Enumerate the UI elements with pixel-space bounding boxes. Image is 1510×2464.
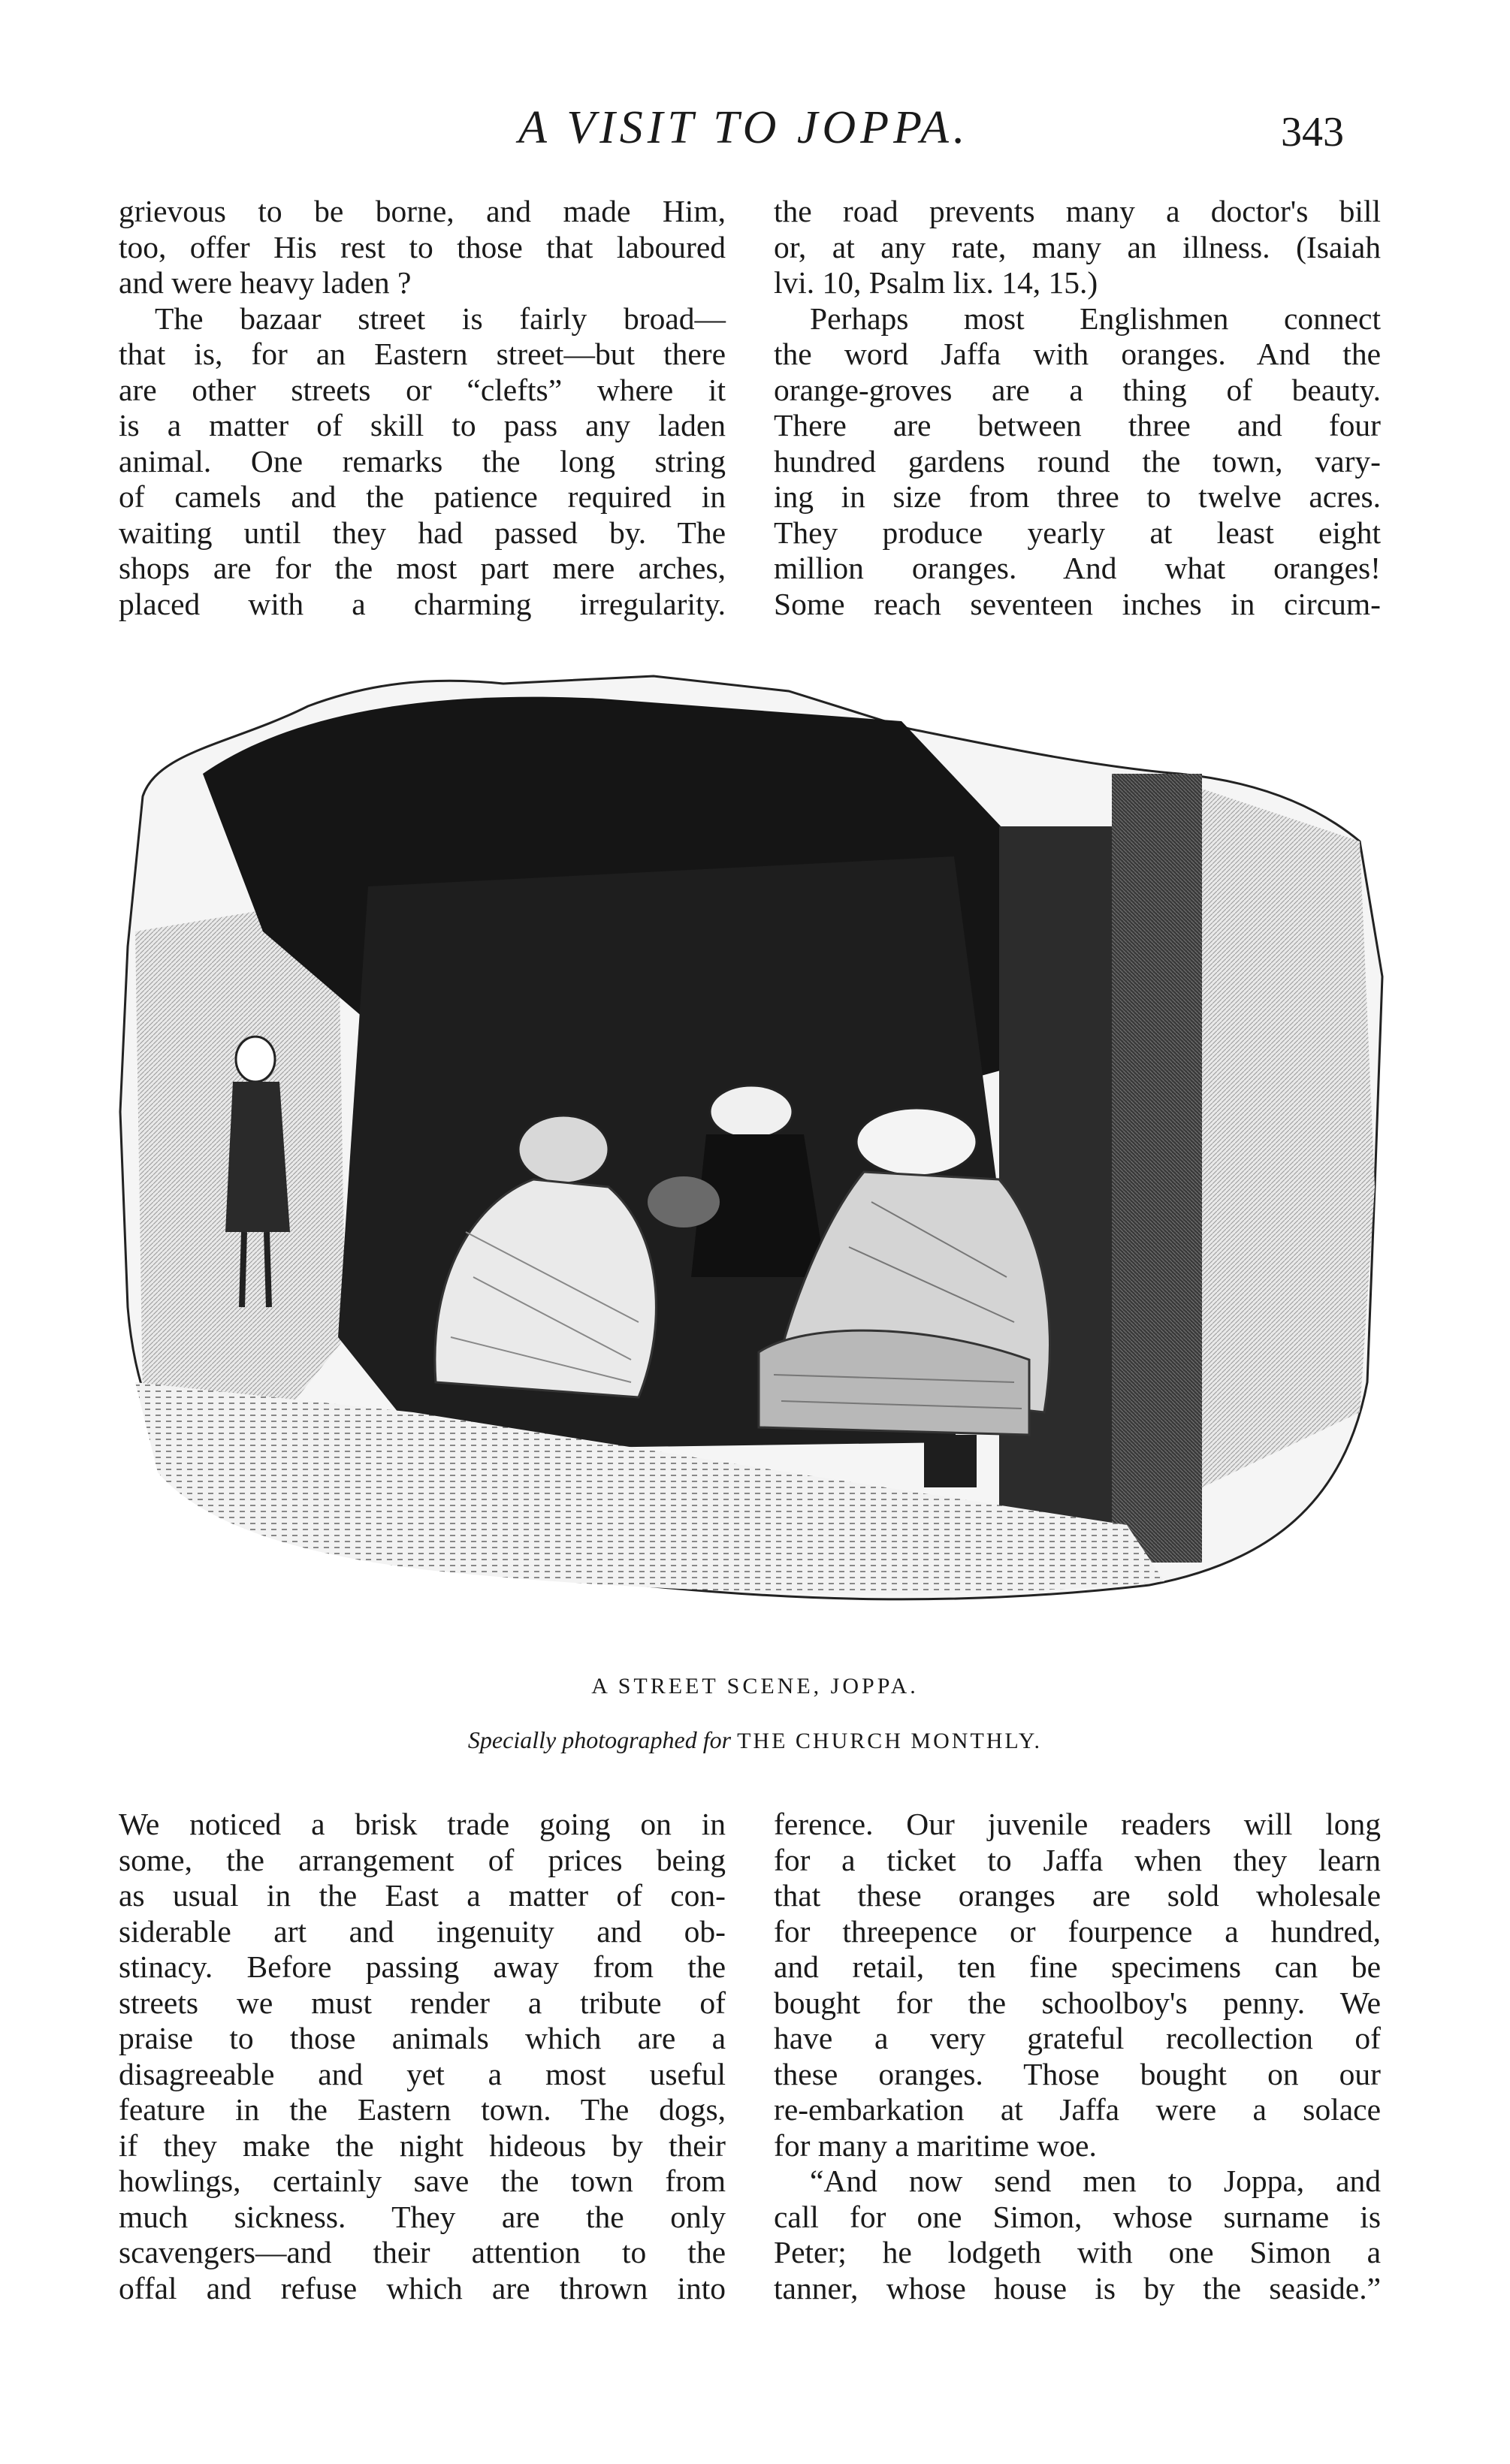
text-line: bought for the schoolboy's penny. We	[774, 1985, 1381, 2020]
text-line: placed with a charming irregularity.	[119, 586, 726, 621]
text-line: for many a maritime woe.	[774, 2127, 1097, 2163]
text-line: “And now send men to Joppa, and	[810, 2164, 1381, 2198]
text-line: scavengers—and their attention to the	[119, 2235, 726, 2269]
wooden-post	[1112, 774, 1202, 1563]
text-line: disagreeable and yet a most useful	[119, 2056, 726, 2091]
paragraph	[774, 301, 1381, 623]
text-line: The bazaar street is fairly broad—	[155, 300, 726, 336]
text-line: praise to those animals which are a	[119, 2021, 726, 2055]
text-line: re-embarkation at Jaffa were a solace	[774, 2092, 1381, 2127]
paragraph	[774, 2164, 1381, 2306]
text-line: siderable art and ingenuity and ob-	[119, 1913, 726, 1949]
text-line: tanner, whose house is by the seaside.”	[774, 2270, 1381, 2305]
text-line: offal and refuse which are thrown into	[119, 2270, 726, 2305]
text-line: feature in the Eastern town. The dogs,	[119, 2092, 726, 2127]
running-title: A VISIT TO JOPPA.	[518, 102, 970, 153]
text-line: of camels and the patience required in	[119, 479, 726, 514]
text-line: or, at any rate, many an illness. (Isaiah	[774, 229, 1381, 264]
doorway-shadow	[999, 826, 1112, 1563]
text-line: ing in size from three to twelve acres.	[774, 479, 1381, 514]
text-line: animal. One remarks the long string	[119, 443, 726, 479]
text-line: million oranges. And what oranges!	[774, 551, 1381, 585]
text-line: howlings, certainly save the town from	[119, 2164, 726, 2198]
column-bottom-right	[774, 1807, 1381, 2306]
text-line: if they make the night hideous by their	[119, 2127, 726, 2163]
text-line: and were heavy laden ?	[119, 265, 412, 300]
text-line: is a matter of skill to pass any laden	[119, 408, 726, 442]
text-line: that these oranges are sold wholesale	[774, 1878, 1381, 1913]
figure-leg	[267, 1232, 269, 1307]
text-line: They produce yearly at least eight	[774, 515, 1381, 550]
text-line: too, offer His rest to those that laboured	[119, 229, 726, 264]
text-line: streets we must render a tribute of	[119, 1985, 726, 2020]
robe-lap	[759, 1330, 1029, 1435]
paragraph	[774, 1807, 1381, 2164]
text-line: have a very grateful recollection of	[774, 2021, 1381, 2055]
standing-figure	[225, 1082, 290, 1232]
text-line: There are between three and four	[774, 408, 1381, 442]
street-scene-photograph	[113, 661, 1390, 1615]
text-line: hundred gardens round the town, vary-	[774, 443, 1381, 479]
text-line: shops are for the most part mere arches,	[119, 551, 726, 585]
text-line: for threepence or fourpence a hundred,	[774, 1913, 1381, 1949]
page-number: 343	[1281, 109, 1344, 156]
column-top-left	[119, 194, 726, 622]
turban	[856, 1108, 977, 1176]
text-line: ference. Our juvenile readers will long	[774, 1807, 1381, 1841]
figure-credit	[0, 1726, 1510, 1754]
right-wall	[1202, 789, 1375, 1487]
column-top-right	[774, 194, 1381, 622]
column-bottom-left	[119, 1807, 726, 2306]
text-line: are other streets or “clefts” where it	[119, 372, 726, 407]
figure-leg	[242, 1232, 244, 1307]
text-line: lvi. 10, Psalm lix. 14, 15.)	[774, 265, 1098, 300]
stool	[924, 1435, 977, 1487]
publication-name: THE CHURCH MONTHLY.	[737, 1729, 1043, 1753]
text-line: Some reach seventeen inches in circum-	[774, 586, 1381, 621]
turban	[518, 1116, 609, 1183]
text-line: stinacy. Before passing away from the	[119, 1949, 726, 1984]
photograph-illustration	[113, 661, 1390, 1615]
credit-text: Specially photographed for	[467, 1726, 732, 1753]
paragraph	[119, 301, 726, 623]
text-line: Peter; he lodgeth with one Simon a	[774, 2235, 1381, 2269]
text-line: these oranges. Those bought on our	[774, 2056, 1381, 2091]
text-line: the road prevents many a doctor's bill	[774, 194, 1381, 228]
turban	[710, 1086, 793, 1138]
text-line: We noticed a brisk trade going on in	[119, 1807, 726, 1841]
text-line: grievous to be borne, and made Him,	[119, 194, 726, 228]
head	[648, 1176, 720, 1227]
paragraph	[119, 194, 726, 301]
text-line: Perhaps most Englishmen connect	[810, 300, 1381, 336]
text-line: much sickness. They are the only	[119, 2199, 726, 2234]
paragraph	[774, 194, 1381, 301]
text-line: orange-groves are a thing of beauty.	[774, 372, 1381, 407]
text-line: call for one Simon, whose surname is	[774, 2199, 1381, 2234]
text-line: for a ticket to Jaffa when they learn	[774, 1842, 1381, 1877]
figure-caption: A STREET SCENE, JOPPA.	[591, 1674, 919, 1699]
paragraph	[119, 1807, 726, 2306]
text-line: as usual in the East a matter of con-	[119, 1878, 726, 1913]
text-line: and retail, ten fine specimens can be	[774, 1949, 1381, 1984]
text-line: that is, for an Eastern street—but there	[119, 337, 726, 371]
turban	[236, 1037, 275, 1082]
text-line: the word Jaffa with oranges. And the	[774, 337, 1381, 371]
running-head	[0, 98, 1510, 158]
text-line: waiting until they had passed by. The	[119, 515, 726, 550]
text-line: some, the arrangement of prices being	[119, 1842, 726, 1877]
